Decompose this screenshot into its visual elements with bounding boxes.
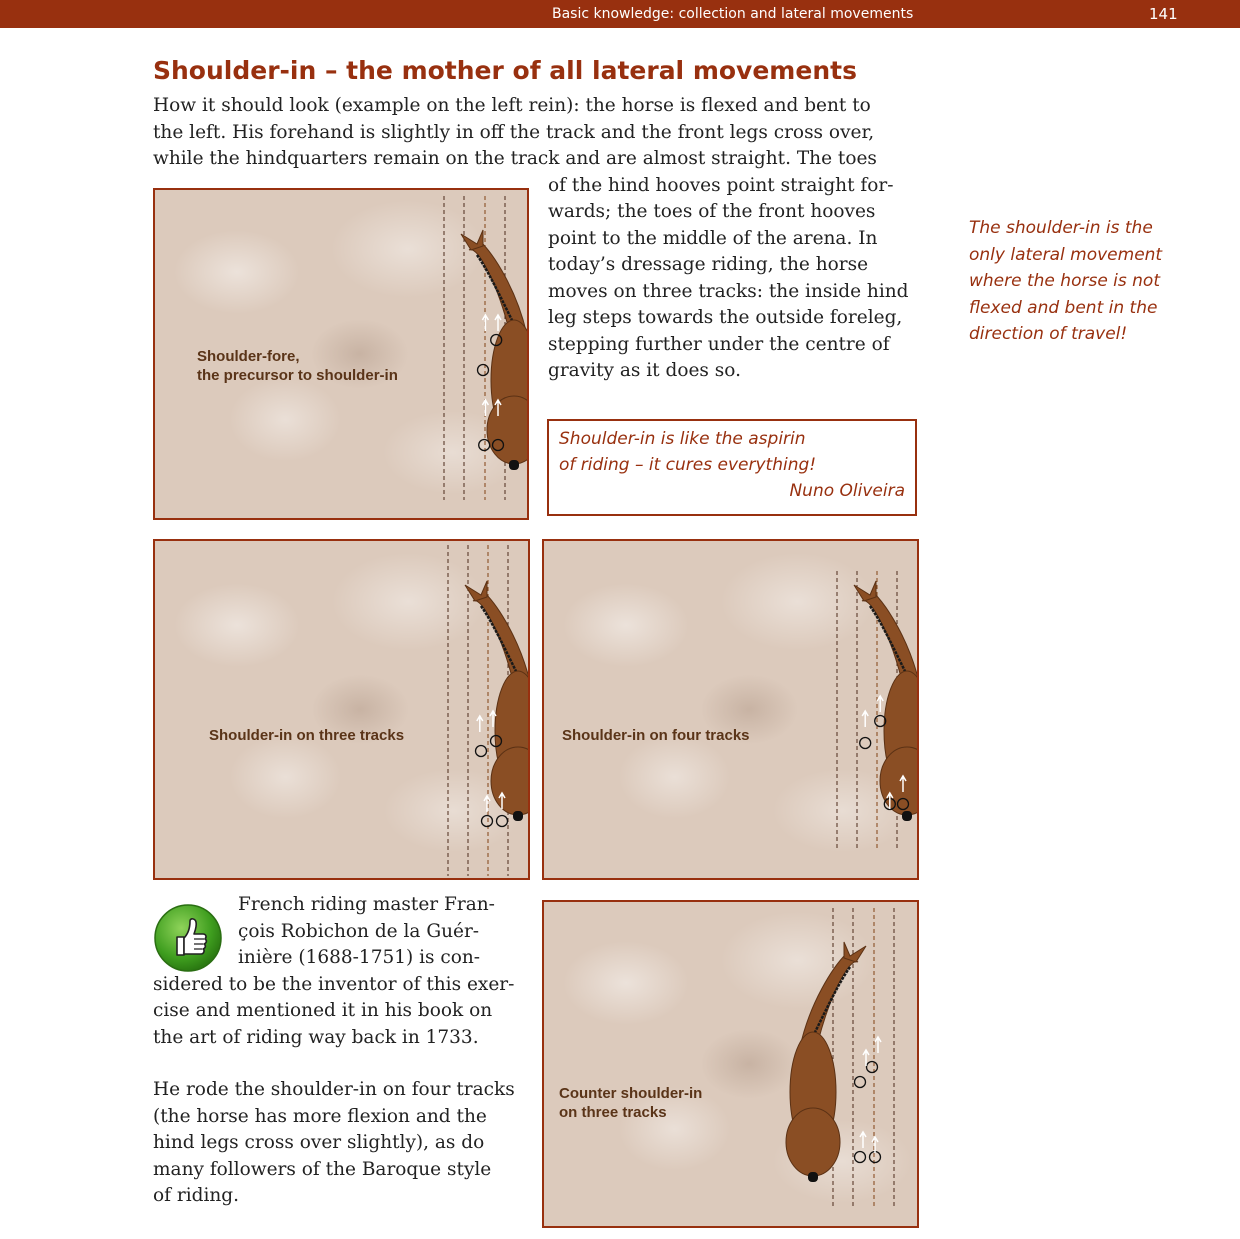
intro-line: the left. His forehand is slightly in off the track and the front legs cross over, (153, 121, 875, 143)
horse-ears (854, 581, 876, 601)
intro-line: of the hind hooves point straight for- (548, 174, 894, 196)
diagram-counter-shoulder-in (542, 900, 919, 1228)
hoof-print (855, 1152, 866, 1163)
diagram-label-line: on three tracks (559, 1104, 667, 1121)
horse-ears (844, 942, 866, 962)
margin-note: The shoulder-in is the only lateral movement where the horse is not flexed and bent in the direction of travel! (969, 218, 1163, 344)
diagram-label-line: Shoulder-fore, (197, 348, 300, 365)
diagram-label (559, 1084, 702, 1122)
intro-line: gravity as it does so. (548, 360, 741, 381)
hoof-print (482, 816, 493, 827)
horse-figure (461, 230, 529, 470)
header-bar (0, 0, 1240, 28)
quote-line: of riding – it cures everything! (559, 455, 817, 475)
intro-line: while the hindquarters remain on the track and are almost straight. The toes (153, 148, 877, 169)
history-line: cise and mentioned it in his book on (153, 1000, 493, 1021)
hoof-print (855, 1077, 866, 1088)
intro-line: wards; the toes of the front hooves (548, 201, 876, 222)
history-line: French riding master Fran- (238, 894, 495, 915)
history-line: çois Robichon de la Guér- (238, 920, 480, 942)
intro-line: point to the middle of the arena. In (548, 227, 878, 249)
horse-tail (509, 460, 519, 470)
diagram-shoulder-in-three-tracks (153, 539, 530, 880)
horse-diagram (155, 541, 530, 880)
horse-figure (854, 581, 919, 821)
diagram-label-line: Counter shoulder-in (559, 1085, 703, 1102)
horse-diagram (544, 541, 919, 880)
intro-line: stepping further under the centre of (548, 333, 890, 355)
hoof-print (497, 816, 508, 827)
horse-hindquarters (786, 1108, 840, 1176)
hoof-print (476, 746, 487, 757)
horse-diagram (544, 902, 919, 1228)
direction-arrow (872, 1137, 878, 1153)
diagram-label: Shoulder-in on three tracks (209, 727, 405, 744)
direction-arrow (860, 1132, 866, 1148)
direction-arrow (495, 315, 501, 331)
intro-line: moves on three tracks: the inside hind (548, 280, 909, 302)
direction-arrow (482, 400, 488, 416)
horse-tail (808, 1172, 818, 1182)
diagram-label (197, 347, 398, 385)
hoof-print (867, 1062, 878, 1073)
running-header: Basic knowledge: collection and lateral movements (552, 6, 914, 22)
baroque-line: He rode the shoulder-in on four tracks (153, 1079, 515, 1100)
diagram-shoulder-fore (153, 188, 529, 520)
section-heading: Shoulder-in – the mother of all lateral movements (153, 56, 857, 85)
history-line: the art of riding way back in 1733. (153, 1026, 479, 1048)
direction-arrow (484, 796, 490, 812)
direction-arrow (875, 1037, 881, 1053)
history-line: inière (1688-1751) is con- (238, 947, 481, 968)
horse-figure (465, 581, 530, 827)
diagram-label-line: the precursor to shoulder-in (197, 367, 398, 384)
horse-tail (513, 811, 523, 821)
intro-line: leg steps towards the outside foreleg, (548, 307, 903, 328)
baroque-line: many followers of the Baroque style (153, 1158, 492, 1180)
hoof-print (478, 365, 489, 376)
horse-tail (902, 811, 912, 821)
diagram-label: Shoulder-in on four tracks (562, 727, 750, 744)
baroque-line: of riding. (153, 1185, 240, 1206)
diagram-shoulder-in-four-tracks (542, 539, 919, 880)
baroque-line: (the horse has more flexion and the (153, 1105, 487, 1127)
baroque-paragraph (153, 1077, 513, 1210)
page-number: 141 (1149, 5, 1178, 23)
quote-line: Shoulder-in is like the aspirin (559, 429, 806, 449)
intro-line: today’s dressage riding, the horse (548, 254, 869, 275)
hoof-print (870, 1152, 881, 1163)
history-line: sidered to be the inventor of this exer- (153, 973, 515, 995)
intro-line: How it should look (example on the left rein): the horse is flexed and bent to (153, 95, 871, 116)
hoof-print (860, 738, 871, 749)
direction-arrow (877, 696, 883, 712)
hoof-print (479, 440, 490, 451)
quote-author: Nuno Oliveira (789, 481, 905, 501)
baroque-line: hind legs cross over slightly), as do (153, 1132, 485, 1153)
direction-arrow (482, 315, 488, 331)
history-paragraph (153, 892, 513, 1051)
direction-arrow (862, 711, 868, 727)
quote-box (547, 419, 917, 516)
direction-arrow (477, 716, 483, 732)
